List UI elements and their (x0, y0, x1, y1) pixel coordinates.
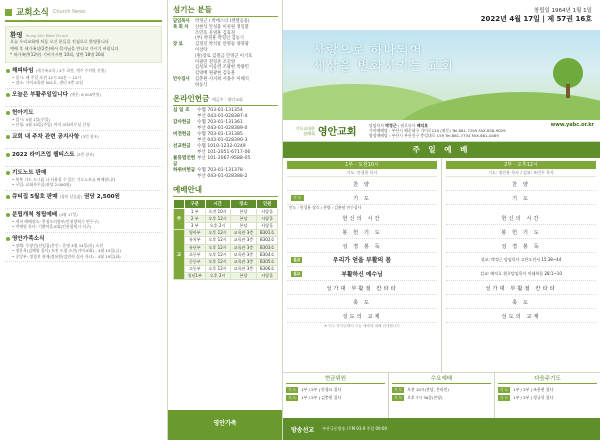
schedule-cell: 오전 10시 (205, 208, 230, 215)
news-item (5, 149, 162, 167)
schedule-group: 주 (174, 208, 185, 230)
account-numbers (197, 132, 278, 144)
account-number: 부산 101-2051-6717-06 (197, 149, 251, 155)
bullet-icon (6, 135, 10, 139)
ministry-footer: 영안가족 (168, 410, 282, 440)
order-item (287, 191, 437, 205)
accounts-section-title (173, 93, 278, 106)
sermon-note: 설교: 박정근 담임목사 고린도전서 15:38~44 (446, 253, 596, 267)
account-name: 선교헌금 (173, 143, 191, 149)
news-item-title: 교회 내 주차 관련 공지사항 (3번 참조) (12, 133, 99, 140)
pastor-label: 담임목사 (369, 122, 385, 128)
church-news-panel (0, 0, 168, 440)
news-item (5, 209, 162, 233)
service-footnote: ※ 인도 목사님께서 오늘 예배에 대해 안내합니다 (324, 324, 400, 328)
news-item-title: 해피타임 (새가족교육 / 4주 과정, 예주 주차별 진행) (12, 67, 106, 74)
account-numbers (197, 120, 278, 132)
welcome-line: * 새가족반(12단) 기어가시면 10회, 셀반 18명 20회 (10, 52, 105, 57)
order-item: 축 도 (287, 295, 437, 309)
schedule-header (174, 199, 185, 208)
bottom-column (283, 373, 388, 418)
staff-name-line: 김영배 원광현 김동훈 (195, 71, 236, 77)
bottom-column-title: 다음주기도 (498, 375, 597, 384)
staff-name-line: (원)장로 김철금 안영근 이기호 (195, 53, 253, 59)
service-order (283, 158, 600, 372)
news-item (5, 107, 162, 131)
schedule-cell: 1 부 (185, 208, 206, 215)
order-item: 성도의 교제 (446, 309, 596, 323)
schedule-row (174, 251, 278, 258)
sermon-label-2: 설교 (293, 270, 301, 276)
staff-name-line: 이상탁 (195, 47, 208, 53)
account-number: 수협 703-01-131354 (197, 107, 243, 113)
staff-name-line: 김성보 이응렬 조광현 박광민 (195, 65, 249, 71)
schedule-row (174, 258, 278, 265)
schedule-cell: 오후 12시 (205, 230, 230, 237)
staff-role: 장 로 (173, 42, 183, 48)
news-item-detail: • 장례: 우광선(선임집)본인 : 운명 4월 14일(목) 소천 (12, 242, 103, 248)
pastor-name: 박정근 (385, 122, 397, 128)
account-row (173, 120, 278, 132)
accounts-list (173, 108, 278, 180)
schedule-cell: 본당 (230, 222, 257, 229)
news-item-title: 기도노트 판매 (12, 169, 47, 176)
bottom-row (498, 386, 597, 394)
news-item-detail: • 일시: 5월 1일(주일) (12, 116, 50, 122)
denomination-line-2: 침례회 (303, 130, 315, 136)
news-item (5, 191, 162, 209)
news-item (5, 89, 162, 107)
account-row (173, 108, 278, 120)
sermon-text-2: 부활하신 예수님 (341, 272, 383, 278)
order-side-label: 기 도 (293, 194, 302, 200)
elder-name: 배익호 (416, 122, 428, 128)
schedule-cell: 청년1부 (185, 273, 206, 280)
schedule-cell: 영아부 (185, 230, 206, 237)
church-logo (283, 120, 369, 142)
schedule-row (174, 273, 278, 280)
schedule-header: 시간 (205, 199, 230, 208)
news-item-detail: • 구입: 교회사무실(권당 2,000원) (12, 182, 72, 187)
schedule-cell: 본당 (230, 215, 257, 222)
service-2-leader: 기도: 정인용 목사 / 설교: 조민우 목사 (446, 169, 596, 177)
church-id-bar (283, 120, 600, 142)
news-item-price: 권당 2,500원 (82, 193, 120, 200)
welcome-line: 예배 후 새가족실(2층)에서 목자님을 만나고 가시기 바랍니다 (10, 45, 119, 51)
bottom-row-text: 1부 / 2부 | 조찬현 집사 (513, 387, 554, 392)
staff-section-title: 섬기는 분들 (173, 4, 278, 17)
staff-list (173, 19, 278, 89)
schedule-cell: 오후 12시 (205, 258, 230, 265)
schedule-cell: 교육관 3층 (230, 266, 257, 273)
schedule-cell: 사랑홀 (257, 222, 278, 229)
news-item-detail: • 장소: 가이교육관 501호, 센터 3층 교실 (12, 80, 84, 85)
staff-role: 안수집사 (173, 76, 190, 82)
account-row (173, 132, 278, 144)
order-item: 찬 양 (446, 177, 596, 191)
service-2 (441, 158, 600, 372)
bottom-row-text: 오전 10시(본당, 온라인) (407, 387, 449, 392)
news-list (5, 65, 162, 263)
staff-names (195, 77, 278, 89)
bottom-row-text: 1부 / 2부 | 정규석 집사 (513, 395, 554, 400)
news-item-detail: • 북쪽 기도 소그룹 나 사용할 수 있는 기도노트를 판매합니다 (12, 176, 116, 182)
account-name: 물류법인헌금 (173, 155, 196, 167)
schedule-cell: B303호 (257, 244, 278, 251)
hero-banner (283, 30, 600, 120)
bottom-column (388, 373, 494, 418)
order-item: 성가대 부활절 칸타타 (287, 281, 437, 295)
order-item: 기 도 (446, 191, 596, 205)
news-item-detail: • 박세원 목사: 기쁨마을교회(인천광역시 서구) (12, 224, 92, 229)
staff-row (173, 25, 278, 42)
founding-date: 창립일 1964년 1월 1일 (533, 8, 592, 14)
bottom-row (286, 386, 385, 394)
schedule-cell: B304호 (257, 251, 278, 258)
account-number: 부산 101-2067-9588-05 (197, 155, 251, 161)
schedule-row (174, 244, 278, 251)
order-item: 헌신의 시간 (287, 211, 437, 225)
bottom-column (494, 373, 600, 418)
schedule-cell: 교육관 3층 (230, 258, 257, 265)
schedule-cell: 유년부 (185, 244, 206, 251)
bottom-row-text: 오후 7시 30분(본당) (407, 395, 443, 400)
news-item-title: 분립개척 청립예배 (4월 17일) (12, 211, 78, 218)
order-item: 헌신의 시간 (446, 211, 596, 225)
news-item-note: (새가족교육 / 4주 과정, 예주 주차별 진행) (35, 67, 106, 73)
account-numbers (197, 168, 278, 180)
schedule-cell: 오후 12시 (205, 251, 230, 258)
schedule-cell: 교육관 3층 (230, 230, 257, 237)
welcome-title: 환영 (10, 31, 23, 39)
news-item-note: (4월 17일) (59, 211, 78, 217)
schedule-cell: 본당 (230, 273, 257, 280)
schedule-cell: 2 부 (185, 215, 206, 222)
news-item (5, 167, 162, 191)
schedule-cell: 사랑홀 (257, 208, 278, 215)
bullet-icon (6, 93, 10, 97)
service-1-title: 1부 · 오전10시 (287, 161, 437, 169)
worship-title: 주 일 예 배 (283, 142, 600, 158)
order-item: 축 도 (446, 295, 596, 309)
accounts-holder: 예금주 : 영안교회 (211, 96, 243, 102)
bullet-icon (6, 213, 10, 217)
news-item (5, 131, 162, 149)
news-item-note: (3번 참조) (76, 151, 95, 157)
news-bullet-icon (5, 9, 12, 16)
bottom-row-tag: 기 도 (394, 388, 403, 392)
news-item-title: 2022 라이즈업 웹티스트 (3번 참조) (12, 151, 95, 158)
staff-role: 목 회 자 (173, 24, 189, 30)
news-subtitle: Church News (52, 9, 86, 15)
schedule-cell: 교육관 3층 (230, 251, 257, 258)
bottom-row (286, 394, 385, 402)
news-item-note: (청년 날숨삶) (59, 193, 83, 199)
bullet-icon (6, 111, 10, 115)
church-contact: 담임목사 박정근 / 원로목사 배익호 www.yabc.or.kr 가이에배당 : 부산시 해운대구 가이로120 (좌동) Tel.861-7295 FAX.858-9029 양정예배당 : 부산시 부산진구 충렬대로 159 Tel.861-7734 FAX.861-0489 (369, 121, 594, 139)
staff-name-line: (부) 박경훈 박형인 김동기 (195, 36, 244, 42)
news-item (5, 65, 162, 89)
staff-row (173, 42, 278, 77)
schedule-header: 구분 (185, 199, 206, 208)
order-item: 봉 헌 기 도 (287, 225, 437, 239)
bullet-icon (6, 237, 10, 241)
news-item-title: 오늘은 부활주일입니다 (예산: 8,500만원) (12, 91, 101, 98)
bullet-icon (6, 153, 10, 157)
service-1 (283, 158, 441, 372)
sermon-title (287, 253, 437, 267)
welcome-subtitle: Young Ahn Bible Church (25, 34, 69, 38)
staff-role: 담임목사 (173, 19, 190, 24)
welcome-box (5, 26, 162, 63)
account-number: 부산 043-01-028390-3 (197, 137, 248, 143)
schedule-cell: 고등부 (185, 266, 206, 273)
staff-name-line: 이광연 전형준 조길영 (195, 59, 236, 65)
schedule-cell: 오후 12시 (205, 237, 230, 244)
schedule-cell: 오후 12시 (205, 266, 230, 273)
schedule-cell: B301호 (257, 230, 278, 237)
schedule-header: 장소 (230, 199, 257, 208)
accounts-title: 온라인헌금 (173, 93, 210, 103)
order-item: 성 경 봉 독 (287, 239, 437, 253)
tree-trunk (566, 84, 570, 98)
staff-name-line: 김춘원 서지희 서종우 이해석 (195, 76, 249, 82)
schedule-cell: B306호 (257, 266, 278, 273)
order-item: 성도의 교제 (287, 309, 437, 323)
schedule-cell: 사랑홀 (257, 215, 278, 222)
schedule-row (174, 215, 278, 222)
news-item-detail: • 중앙부: 정경진 형제(정유환/김연희 집사 자녀) - 4월 19일(화) (12, 253, 121, 259)
schedule-table (173, 199, 278, 281)
bullet-icon (6, 69, 10, 73)
schedule-cell: 사랑홀 (257, 273, 278, 280)
account-numbers (197, 108, 278, 120)
account-name: 하위비헌금 (173, 167, 196, 173)
schedule-cell: 오후 12시 (205, 215, 230, 222)
staff-name-line: 박정근 / 박에스더 (센텔응용) (195, 19, 250, 24)
schedule-row (174, 266, 278, 273)
sermon-label: 설교 (293, 256, 301, 262)
account-row (173, 168, 278, 180)
bottom-row-tag: 기 도 (288, 388, 297, 392)
schedule-cell: 오후 2시 (205, 222, 230, 229)
schedule-cell: 오후 2시 (205, 273, 230, 280)
schedule-row (174, 222, 278, 229)
account-number: 부산 043-01-028387-4 (197, 113, 248, 119)
bottom-row (392, 386, 491, 394)
account-number: 수협 1010-1232-0249 (197, 143, 246, 149)
account-number: 수협 703-01-131378 (197, 167, 243, 173)
prayer-detail: 인도 : 안성용 장로 / 찬양 : 김춘원 안수집사 (289, 205, 362, 210)
staff-row (173, 77, 278, 89)
schedule-group: 교 (174, 230, 185, 280)
order-item: 찬 양 (287, 177, 437, 191)
staff-names (195, 25, 278, 42)
news-item (5, 233, 162, 263)
website-link[interactable]: www.yabc.or.kr (550, 121, 594, 128)
bullet-icon (6, 195, 10, 199)
news-item-title: 헌아기도 (12, 109, 34, 116)
schedule-cell: 유치부 (185, 237, 206, 244)
account-name: 감사헌금 (173, 119, 191, 125)
schedule-cell: 초등부 (185, 251, 206, 258)
schedule-cell: 교육관 3층 (230, 244, 257, 251)
bottom-row-text: 1부 / 2부 | 안경묘 집사 (301, 387, 342, 392)
account-numbers (197, 156, 278, 168)
account-number: 수협 703-01-131385 (197, 131, 243, 137)
issue-info (283, 0, 600, 30)
bottom-column-title: 수요예배 (392, 375, 491, 384)
schedule-cell: 중등부 (185, 258, 206, 265)
news-header (5, 6, 162, 22)
slogan-line-2: 세상을 변화시키는 교회 (313, 58, 454, 73)
bullet-icon (6, 171, 10, 175)
sermon-title-2 (287, 267, 437, 281)
staff-names (195, 42, 278, 77)
elder-label: 원로목사 (400, 122, 416, 128)
account-name: 비전헌금 (173, 131, 191, 137)
account-number: 부산 043-01-028388-2 (197, 173, 248, 179)
news-item-detail: • 신청: 4월 24일(주일) 까지 교회사무실 신청 (12, 122, 90, 127)
news-title: 교회소식 (16, 8, 49, 18)
cover-panel (283, 0, 600, 440)
staff-name-line: 허동식 (195, 82, 208, 88)
broadcast-bar (283, 418, 600, 440)
bottom-row-tag: 기 도 (394, 396, 403, 400)
schedule-header: 인원 (257, 199, 278, 208)
staff-name-line: 조민호 유영훈 김효경 (195, 30, 236, 36)
schedule-cell: 3 부 (185, 222, 206, 229)
bottom-info (283, 372, 600, 418)
news-item-title: 큐티집 5월호 판매 (청년 날숨삶) 권당 2,500원 (12, 193, 120, 200)
order-item: 성가대 부활절 칸타타 (446, 281, 596, 295)
slogan (313, 42, 454, 74)
ministry-panel (168, 0, 283, 440)
service-2-title: 2부 · 오후12시 (446, 161, 596, 169)
schedule-section-title: 예배안내 (173, 184, 278, 197)
account-row (173, 156, 278, 168)
staff-name-line: 김정길 박석룡 안명승 양영광 (195, 42, 249, 48)
welcome-line: 오늘 우리교회에 처음 오신 분들을 진심으로 환영합니다 (10, 39, 109, 44)
sermon-text: 우리가 얻을 부활의 몸 (332, 257, 392, 264)
bottom-row-tag: 기 도 (288, 396, 297, 400)
bottom-row-text: 1부 / 2부 | 김충현 집사 (301, 395, 342, 400)
bottom-row (392, 394, 491, 402)
account-number: 수협 703-01-131361 (197, 119, 243, 125)
broadcast-info: 부산극동방송 / FM 93.9 주일 09:00 (322, 426, 387, 432)
broadcast-title: 방송선교 (291, 426, 315, 434)
bottom-row-tag: 기 도 (500, 388, 509, 392)
schedule-row (174, 230, 278, 237)
account-number: 부산 043-01-028389-0 (197, 125, 248, 131)
denomination-line-1: 기독교대한 (295, 125, 315, 131)
news-item-note: (예산: 8,500만원) (69, 91, 101, 97)
schedule-cell: B302호 (257, 237, 278, 244)
news-item-detail: • 정운옥(김혜영 집사) 모친 도광 소천(가아교회) - 4월 15일(금) (12, 248, 122, 253)
bottom-column-title: 현금위원 (286, 375, 385, 384)
order-item: 성 경 봉 독 (446, 239, 596, 253)
staff-name-line: 신현석 안성용 이유원 정일환 (195, 24, 249, 30)
slogan-line-1: 사랑으로 하나되어 (313, 42, 423, 57)
service-1-leader: 기도: 안성용 목사 (287, 169, 437, 177)
denomination-mark (296, 126, 315, 136)
schedule-cell: 교육관 3층 (230, 237, 257, 244)
address-2: 양정예배당 : 부산시 부산진구 충렬대로 159 Tel.861-7734 FAX.861-0489 (369, 133, 499, 139)
news-item-detail: • 개척 예배장소: 충청도의정부(인천광역시 연수구) (12, 218, 99, 224)
schedule-cell: 본당 (230, 208, 257, 215)
issue-date: 2022년 4월 17일 | 제 57권 16호 (480, 15, 592, 23)
sermon-note-2: 설교: 배익호 원로담임목사 마태복음 28:1~10 (446, 267, 596, 281)
account-numbers (197, 144, 278, 156)
schedule-row (174, 208, 278, 215)
church-name: 영안교회 (317, 127, 357, 138)
bottom-row-tag: 기 도 (500, 396, 509, 400)
account-row (173, 144, 278, 156)
schedule-cell: B305호 (257, 258, 278, 265)
schedule-row (174, 237, 278, 244)
news-item-detail: • 일시: 매 주일 오전 11시 20분 ~ 12시 (12, 74, 82, 80)
address-1: 가이에배당 : 부산시 해운대구 가이로120 (좌동) Tel.861-7295 FAX.858-9029 (369, 127, 506, 133)
schedule-cell: 오후 12시 (205, 244, 230, 251)
bottom-row (498, 394, 597, 402)
order-item-label: 기 도 (353, 195, 371, 202)
account-name: 십 일 조 (173, 107, 190, 113)
news-item-note: (3번 참조) (81, 133, 99, 139)
news-item-title: 영안가족소식 (12, 235, 45, 242)
order-item: 봉 헌 기 도 (446, 225, 596, 239)
